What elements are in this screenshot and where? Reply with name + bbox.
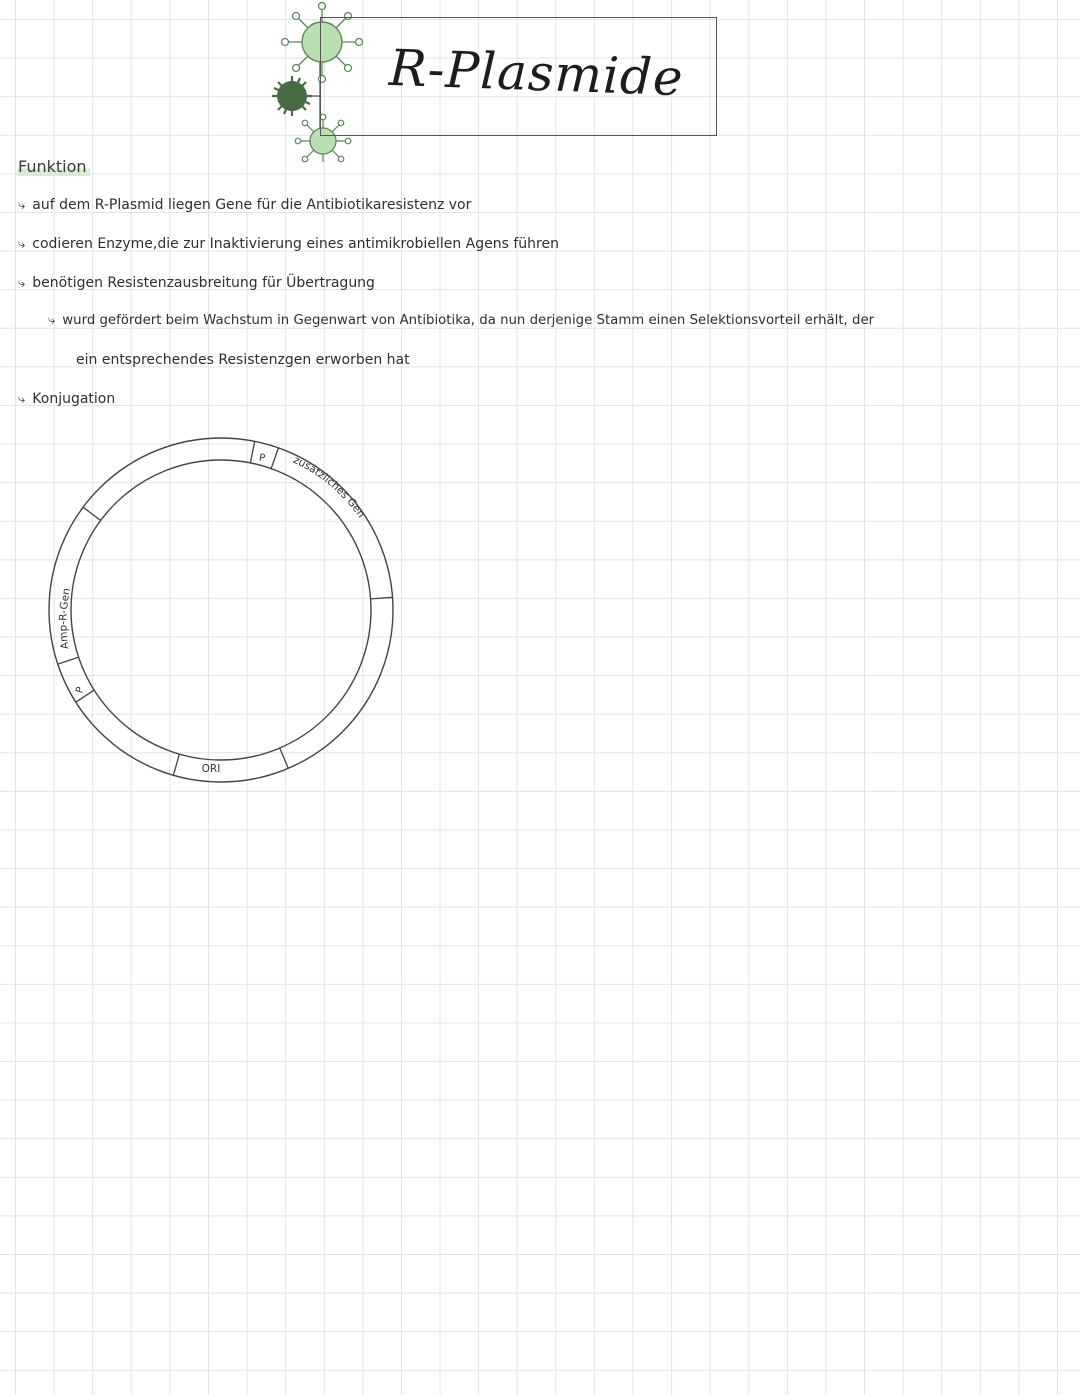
- bullet-text: Konjugation: [32, 391, 116, 407]
- promoter-label-top: P: [257, 452, 266, 465]
- arrow-bullet-icon: ⤷: [18, 237, 26, 252]
- arrow-bullet-icon: ⤷: [18, 276, 26, 291]
- bullet-item: [18, 275, 375, 291]
- bullet-item: [18, 391, 115, 407]
- page-title: R-Plasmide: [388, 38, 685, 107]
- bullet-text: benötigen Resistenzausbreitung für Übertragung: [32, 275, 375, 291]
- title-box: [320, 17, 717, 136]
- bullet-continuation: ein entsprechendes Resistenzgen erworben hat: [76, 352, 410, 368]
- bullet-item: [18, 197, 471, 213]
- bullet-text: auf dem R-Plasmid liegen Gene für die Antibiotikaresistenz vor: [32, 197, 472, 213]
- bullet-text: wurd gefördert beim Wachstum in Gegenwart von Antibiotika, da nun derjenige Stamm einen Selektionsvorteil erhält, der: [62, 313, 875, 328]
- ori-label: ORI: [201, 763, 221, 775]
- arrow-bullet-icon: ⤷: [18, 198, 26, 213]
- amp-r-gen-label: Amp-R-Gen: [57, 587, 74, 650]
- promoter-label-left: P: [74, 685, 87, 695]
- bullet-item-sub: [48, 313, 874, 328]
- plasmid-diagram: [40, 430, 420, 800]
- bullet-text: codieren Enzyme,die zur Inaktivierung eines antimikrobiellen Agens führen: [32, 236, 559, 252]
- arrow-bullet-icon: ⤷: [18, 392, 26, 407]
- zusatz-gen-label: zusätzliches Gen: [291, 453, 368, 521]
- arrow-bullet-icon: ⤷: [48, 313, 56, 328]
- virus-icon: [272, 76, 312, 116]
- bullet-item: [18, 236, 559, 252]
- section-heading: Funktion: [17, 157, 90, 176]
